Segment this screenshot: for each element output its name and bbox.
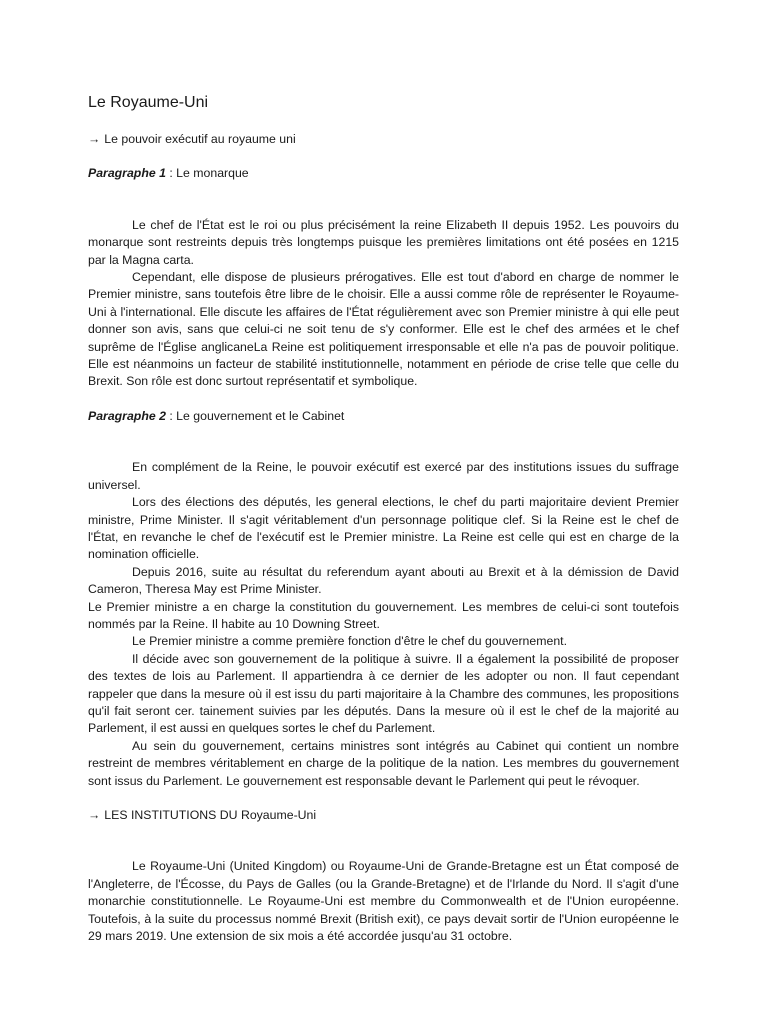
body-paragraph: Le Premier ministre a comme première fonction d'être le chef du gouvernement.: [132, 634, 567, 649]
body-paragraph: Le chef de l'État est le roi ou plus précisément la reine Elizabeth II depuis 1952. Les pouvoirs du monarque sont restreints depuis très longtemps puisque les premières limitations ont été posées en 1215 par la Magna carta.: [88, 217, 679, 267]
paragraph-2-heading: [88, 408, 679, 425]
spacer: [88, 841, 679, 858]
paragraph-1-separator: :: [165, 166, 177, 181]
body-paragraph: Lors des élections des députés, les general elections, le chef du parti majoritaire devient Premier ministre, Prime Minister. Il s'agit véritablement d'un personnage politique clef. Si la Reine est le chef de l'État, en revanche le chef de l'exécutif est le Premier ministre. La Reine est celle qui est en charge de la nomination officielle.: [88, 495, 679, 562]
body-paragraph: En complément de la Reine, le pouvoir exécutif est exercé par des institutions issues du suffrage universel.: [88, 460, 679, 492]
paragraph-1-label: Paragraphe 1: [88, 166, 166, 181]
section-heading-institutions: [88, 807, 679, 824]
paragraph-2-separator: :: [165, 408, 177, 423]
document-title: Le Royaume-Uni: [88, 94, 209, 111]
spacer: [88, 790, 679, 807]
spacer: [88, 442, 679, 459]
body-paragraph: Le Royaume-Uni (United Kingdom) ou Royaume-Uni de Grande-Bretagne est un État composé de l'Angleterre, de l'Écosse, du Pays de Galles (ou la Grande-Bretagne) et de l'Irlande du Nord. Il s'agit d'une monarchie constitutionnelle. Le Royaume-Uni est membre du Commonwealth et de l'Union européenne. Toutefois, à la suite du processus nommé Brexit (British exit), ce pays devait sortir de l'Union européenne le 29 mars 2019. Une extension de six mois a été accordée jusqu'au 31 octobre.: [88, 859, 679, 944]
body-paragraph: Le Premier ministre a en charge la constitution du gouvernement. Les membres de celui-ci sont toutefois nommés par la Reine. Il habite au 10 Downing Street.: [88, 599, 679, 631]
paragraph-2-label: Paragraphe 2: [88, 408, 166, 423]
paragraph-1-subject: Le monarque: [176, 166, 249, 181]
spacer: [88, 200, 679, 217]
spacer: [88, 391, 679, 408]
body-paragraph: Depuis 2016, suite au résultat du referendum ayant abouti au Brexit et à la démission de David Cameron, Theresa May est Prime Minister.: [88, 564, 679, 597]
section-heading-text: Le pouvoir exécutif au royaume uni: [104, 132, 296, 146]
arrow-right-icon: →: [88, 132, 101, 146]
body-paragraph: Il décide avec son gouvernement de la politique à suivre. Il a également la possibilité de proposer des textes de lois au Parlement. Il appartiendra à ce dernier de les adopter ou non. Il faut cependant rappeler que dans la mesure où il est issu du parti majoritaire à la Chambre des communes, les propositions qu'il fait seront cer. tainement suivies par les députés. Dans la mesure où il est le chef de la majorité au Parlement, il est aussi en quelques sortes le chef du Parlement.: [88, 651, 679, 736]
body-paragraph: Cependant, elle dispose de plusieurs prérogatives. Elle est tout d'abord en charge de nommer le Premier ministre, sans toutefois être libre de le choisir. Elle a aussi comme rôle de représenter le Royaume-Uni à l'international. Elle discute les affaires de l'État régulièrement avec son Premier ministre à qui elle peut donner son avis, sans que celui-ci ne soit tenu de s'y conformer. Elle est le chef des armées et le chef suprême de l'Église anglicaneLa Reine est politiquement irresponsable et elle n'a pas de pouvoir politique. Elle est néanmoins un facteur de stabilité institutionnelle, notamment en période de crise telle que celle du Brexit. Son rôle est donc surtout représentatif et symbolique.: [88, 270, 679, 389]
section-heading-executive: [88, 131, 679, 148]
paragraph-1-heading: [88, 165, 679, 182]
document-content: [88, 92, 679, 945]
arrow-right-icon: →: [88, 808, 101, 822]
paragraph-2-subject: Le gouvernement et le Cabinet: [176, 408, 345, 423]
body-paragraph: Au sein du gouvernement, certains ministres sont intégrés au Cabinet qui contient un nombre restreint de membres véritablement en charge de la politique de la nation. Les membres du gouvernement sont issus du Parlement. Le gouvernement est responsable devant le Parlement qui peut le révoquer.: [88, 738, 679, 788]
section-heading-text: LES INSTITUTIONS DU Royaume-Uni: [104, 808, 317, 822]
